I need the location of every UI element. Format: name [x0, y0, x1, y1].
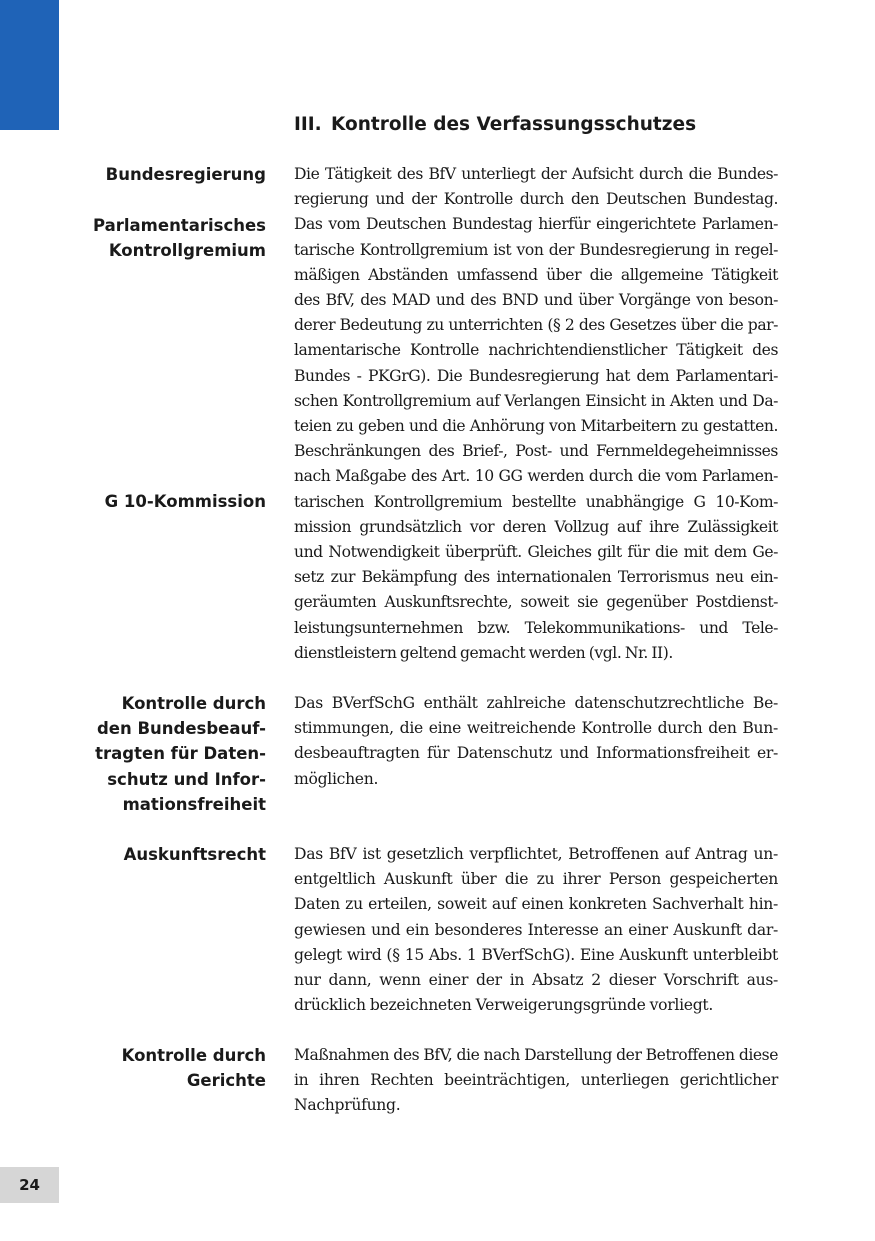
margin-note-line: schutz und Infor-: [107, 769, 266, 789]
text-line: Das BfV ist gesetzlich verpflichtet, Betroffenen auf Antrag un-: [294, 845, 778, 863]
margin-note-gerichte: [66, 1043, 266, 1093]
text-line: schen Kontrollgremium auf Verlangen Einsicht in Akten und Da-: [294, 391, 778, 410]
text-line: Bundes - PKGrG). Die Bundesregierung hat dem Parlamentari-: [294, 366, 778, 385]
text-line: und Notwendigkeit überprüft. Gleiches gilt für die mit dem Ge-: [294, 543, 778, 562]
text-line: lamentarische Kontrolle nachrichtendienstlicher Tätigkeit des: [294, 341, 778, 360]
text-line: möglichen.: [294, 769, 379, 788]
text-line: nach Maßgabe des Art. 10 GG werden durch die vom Parlamen-: [294, 467, 778, 486]
text-line: nur dann, wenn einer der in Absatz 2 dieser Vorschrift aus-: [294, 971, 778, 990]
text-line: Das vom Deutschen Bundestag hierfür eingerichtete Parlamen-: [294, 215, 778, 234]
margin-note-auskunftsrecht: [66, 842, 266, 867]
paragraph-gerichte: [294, 1043, 778, 1119]
margin-note-kontrollgremium: [66, 213, 266, 263]
text-line: Die Tätigkeit des BfV unterliegt der Aufsicht durch die Bundes-: [294, 165, 778, 183]
margin-note-line: Auskunftsrecht: [123, 845, 266, 864]
text-line: Das BVerfSchG enthält zahlreiche datenschutzrechtliche Be-: [294, 694, 778, 712]
text-line: teien zu geben und die Anhörung von Mitarbeitern zu gestatten.: [294, 417, 778, 436]
paragraph-datenschutz: [294, 691, 778, 792]
text-line: regierung und der Kontrolle durch den Deutschen Bundestag.: [294, 190, 778, 209]
margin-note-line: den Bundesbeauf-: [96, 719, 266, 739]
text-line: dienstleistern geltend gemacht werden (vgl. Nr. II).: [294, 643, 673, 662]
text-line: Maßnahmen des BfV, die nach Darstellung der Betroffenen diese: [294, 1046, 778, 1064]
page-number: 24: [0, 1167, 59, 1203]
text-line: gelegt wird (§ 15 Abs. 1 BVerfSchG). Eine Auskunft unterbleibt: [294, 945, 778, 964]
margin-note-bundesregierung: [66, 162, 266, 187]
text-line: in ihren Rechten beeinträchtigen, unterliegen gerichtlicher: [294, 1071, 778, 1090]
text-line: drücklich bezeichneten Verweigerungsgründe vorliegt.: [294, 996, 714, 1015]
text-line: gewiesen und ein besonderes Interesse an einer Auskunft dar-: [294, 920, 778, 939]
margin-note-line: Gerichte: [186, 1071, 266, 1091]
margin-note-line: G 10-Kommission: [104, 492, 266, 511]
text-line: mäßigen Abständen umfassend über die allgemeine Tätigkeit: [294, 265, 778, 284]
margin-note-line: tragten für Daten-: [95, 744, 266, 764]
margin-note-bfdi: [66, 691, 266, 817]
margin-note-line: Parlamentarisches: [92, 216, 266, 235]
margin-note-line: Kontrolle durch: [121, 1046, 266, 1065]
margin-note-g10: [66, 489, 266, 514]
text-line: Beschränkungen des Brief-, Post- und Fernmeldegeheimnisses: [294, 442, 778, 461]
text-line: stimmungen, die eine weitreichende Kontrolle durch den Bun-: [294, 719, 778, 738]
text-line: leistungsunternehmen bzw. Telekommunikations- und Tele-: [294, 618, 778, 637]
section-numeral: III.: [294, 114, 322, 135]
text-line: mission grundsätzlich vor deren Vollzug auf ihre Zulässigkeit: [294, 517, 778, 536]
text-line: Daten zu erteilen, soweit auf einen konkreten Sachverhalt hin-: [294, 895, 778, 914]
text-line: geräumten Auskunftsrechte, soweit sie gegenüber Postdienst-: [294, 593, 778, 612]
text-line: tarischen Kontrollgremium bestellte unabhängige G 10-Kom-: [294, 492, 778, 511]
text-line: des BfV, des MAD und des BND und über Vorgänge von beson-: [294, 291, 778, 310]
text-line: desbeauftragten für Datenschutz und Informationsfreiheit er-: [294, 744, 778, 763]
text-line: tarische Kontrollgremium ist von der Bundesregierung in regel-: [294, 240, 778, 259]
chapter-tab-marker: [0, 0, 59, 130]
margin-note-line: mationsfreiheit: [122, 794, 266, 814]
text-line: entgeltlich Auskunft über die zu ihrer Person gespeicherten: [294, 870, 778, 889]
paragraph-aufsicht: [294, 162, 778, 666]
section-title: Kontrolle des Verfassungsschutzes: [331, 114, 697, 135]
margin-note-line: Kontrolle durch: [121, 694, 266, 713]
text-line: derer Bedeutung zu unterrichten (§ 2 des Gesetzes über die par-: [294, 316, 778, 335]
text-line: setz zur Bekämpfung des internationalen Terrorismus neu ein-: [294, 568, 778, 587]
paragraph-auskunftsrecht: [294, 842, 778, 1018]
text-line: Nachprüfung.: [294, 1096, 401, 1115]
margin-note-line: Bundesregierung: [105, 165, 266, 184]
section-heading: [294, 114, 696, 135]
margin-note-line: Kontrollgremium: [108, 241, 266, 261]
